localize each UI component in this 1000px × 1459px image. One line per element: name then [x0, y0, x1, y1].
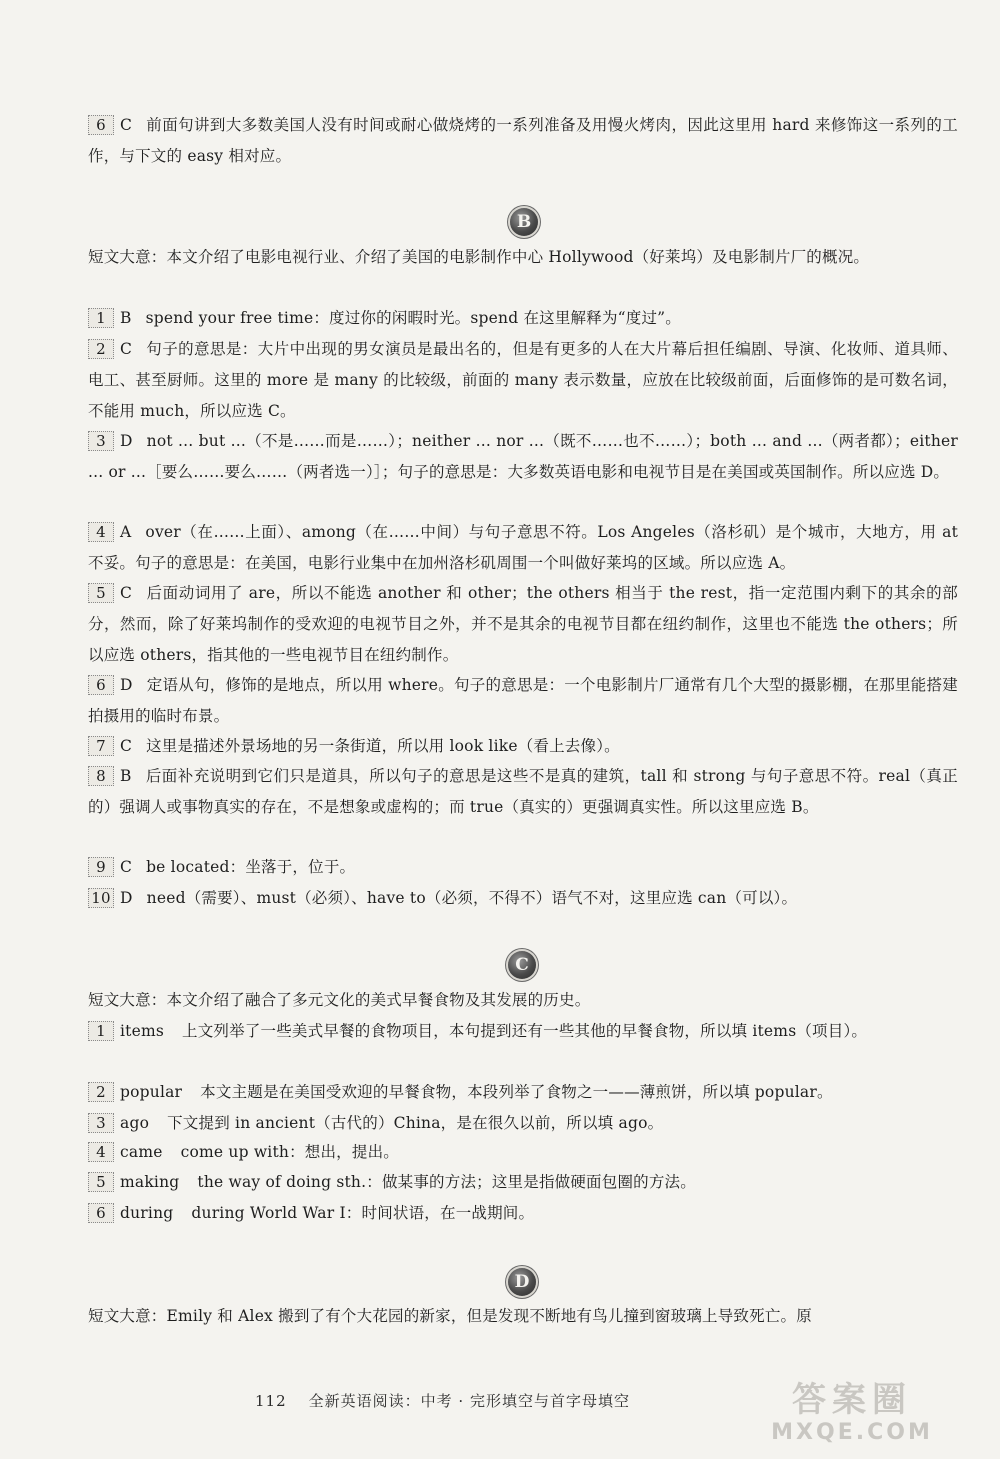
item-answer: came — [120, 1143, 163, 1161]
item-number: 2 — [88, 339, 114, 359]
item-answer: C — [120, 858, 133, 876]
item-answer: D — [120, 889, 133, 907]
item-answer: items — [120, 1022, 165, 1040]
section-b-item-8 — [88, 761, 958, 823]
section-b-item-3 — [88, 426, 958, 488]
item-number: 8 — [88, 766, 114, 786]
item-answer: popular — [120, 1083, 183, 1101]
item-number: 5 — [88, 583, 114, 603]
section-b-item-2 — [88, 334, 958, 427]
item-answer: C — [120, 584, 133, 602]
item-explanation: not ... but ...（不是……而是……）；neither ... nor ...（既不……也不……）；both ... and ...（两者都）；either ... or ...［要么……要么……（两者选一）］；句子的意思是：大多数英语电影和电视节目是在美国或英国制作。所以应选 D。 — [88, 432, 958, 481]
book-title: 全新英语阅读：中考 · 完形填空与首字母填空 — [308, 1392, 630, 1410]
item-answer: C — [120, 340, 133, 358]
section-b-item-9 — [88, 852, 958, 883]
item-number: 1 — [88, 1021, 114, 1041]
section-b-item-6 — [88, 670, 958, 732]
item-explanation: the way of doing sth.：做某事的方法；这里是指做硬面包圈的方法。 — [197, 1173, 696, 1191]
watermark-text-bottom: MXQE.COM — [771, 1420, 933, 1445]
item-number: 4 — [88, 522, 114, 542]
part-a-item-6 — [88, 110, 958, 172]
section-b-item-10 — [88, 883, 958, 914]
item-answer: during — [120, 1204, 174, 1222]
item-answer: D — [120, 676, 133, 694]
item-explanation: 后面动词用了 are，所以不能选 another 和 other；the others 相当于 the rest，指一定范围内剩下的其余的部分，然而，除了好莱坞制作的受欢迎的电视节目之外，并不是其余的电视节目都在纽约制作，这里也不能选 the others；所以应选 others，指其他的一些电视节目在纽约制作。 — [88, 584, 958, 664]
item-explanation: during World War I：时间状语，在一战期间。 — [191, 1204, 535, 1222]
item-explanation: over（在……上面）、among（在……中间）与句子意思不符。Los Angeles（洛杉矶）是个城市，大地方，用 at 不妥。句子的意思是：在美国，电影行业集中在加州洛杉矶周围一个叫做好莱坞的区域。所以应选 A。 — [88, 523, 958, 572]
item-answer: C — [120, 737, 133, 755]
section-c-badge: C — [508, 951, 536, 979]
item-answer: ago — [120, 1114, 150, 1132]
item-answer: C — [120, 116, 133, 134]
section-c-item-1 — [88, 1016, 958, 1047]
item-explanation: 前面句讲到大多数美国人没有时间或耐心做烧烤的一系列准备及用慢火烤肉，因此这里用 hard 来修饰这一系列的工作，与下文的 easy 相对应。 — [88, 116, 958, 165]
section-d-summary: 短文大意：Emily 和 Alex 搬到了有个大花园的新家，但是发现不断地有鸟儿撞到窗玻璃上导致死亡。原 — [88, 1307, 812, 1325]
item-explanation: come up with：想出，提出。 — [180, 1143, 399, 1161]
item-explanation: need（需要）、must（必须）、have to（必须，不得不）语气不对，这里应选 can（可以）。 — [146, 889, 798, 907]
item-answer: making — [120, 1173, 180, 1191]
section-c-item-6 — [88, 1198, 958, 1229]
item-number: 2 — [88, 1082, 114, 1102]
item-answer: A — [120, 523, 132, 541]
item-explanation: 后面补充说明到它们只是道具，所以句子的意思是这些不是真的建筑，tall 和 strong 与句子意思不符。real（真正的）强调人或事物真实的存在，不是想象或虚构的；而 true（真实的）更强调真实性。所以这里应选 B。 — [88, 767, 958, 816]
watermark-logo — [732, 1380, 972, 1452]
item-explanation: be located：坐落于，位于。 — [146, 858, 356, 876]
section-b-summary: 短文大意：本文介绍了电影电视行业、介绍了美国的电影制作中心 Hollywood（好莱坞）及电影制片厂的概况。 — [88, 248, 870, 266]
item-number: 9 — [88, 857, 114, 877]
section-c-summary: 短文大意：本文介绍了融合了多元文化的美式早餐食物及其发展的历史。 — [88, 991, 591, 1009]
item-explanation: 句子的意思是：大片中出现的男女演员是最出名的，但是有更多的人在大片幕后担任编剧、导演、化妆师、道具师、电工、甚至厨师。这里的 more 是 many 的比较级，前面的 many 表示数量，应放在比较级前面，后面修饰的是可数名词，不能用 much，所以应选 C。 — [88, 340, 958, 420]
item-number: 3 — [88, 431, 114, 451]
item-answer: B — [120, 309, 132, 327]
item-number: 4 — [88, 1142, 114, 1162]
section-c-item-4 — [88, 1137, 958, 1168]
section-d-badge: D — [508, 1268, 536, 1296]
item-explanation: 本文主题是在美国受欢迎的早餐食物，本段列举了食物之一——薄煎饼，所以填 popular。 — [200, 1083, 833, 1101]
page-footer — [255, 1390, 630, 1411]
item-explanation: 这里是描述外景场地的另一条街道，所以用 look like（看上去像）。 — [146, 737, 620, 755]
page-number: 112 — [255, 1392, 287, 1410]
section-b-item-5 — [88, 578, 958, 671]
item-answer: D — [120, 432, 133, 450]
section-c-item-3 — [88, 1108, 958, 1139]
item-number: 6 — [88, 675, 114, 695]
item-answer: B — [120, 767, 132, 785]
item-number: 6 — [88, 115, 114, 135]
item-explanation: 下文提到 in ancient（古代的）China，是在很久以前，所以填 ago。 — [167, 1114, 664, 1132]
section-c-item-2 — [88, 1077, 958, 1108]
item-number: 3 — [88, 1113, 114, 1133]
section-c-item-5 — [88, 1167, 958, 1198]
item-explanation: 定语从句，修饰的是地点，所以用 where。句子的意思是：一个电影制片厂通常有几个大型的摄影棚，在那里能搭建拍摄用的临时布景。 — [88, 676, 958, 725]
item-number: 7 — [88, 736, 114, 756]
item-number: 10 — [88, 888, 114, 908]
item-number: 6 — [88, 1203, 114, 1223]
section-b-badge: B — [510, 208, 538, 236]
item-explanation: spend your free time：度过你的闲暇时光。spend 在这里解释为“度过”。 — [145, 309, 681, 327]
item-number: 5 — [88, 1172, 114, 1192]
section-b-item-7 — [88, 731, 958, 762]
section-b-item-4 — [88, 517, 958, 579]
item-number: 1 — [88, 308, 114, 328]
section-b-item-1 — [88, 303, 958, 334]
item-explanation: 上文列举了一些美式早餐的食物项目，本句提到还有一些其他的早餐食物，所以填 items（项目）。 — [182, 1022, 868, 1040]
watermark-text-top: 答案圈 — [792, 1380, 912, 1420]
